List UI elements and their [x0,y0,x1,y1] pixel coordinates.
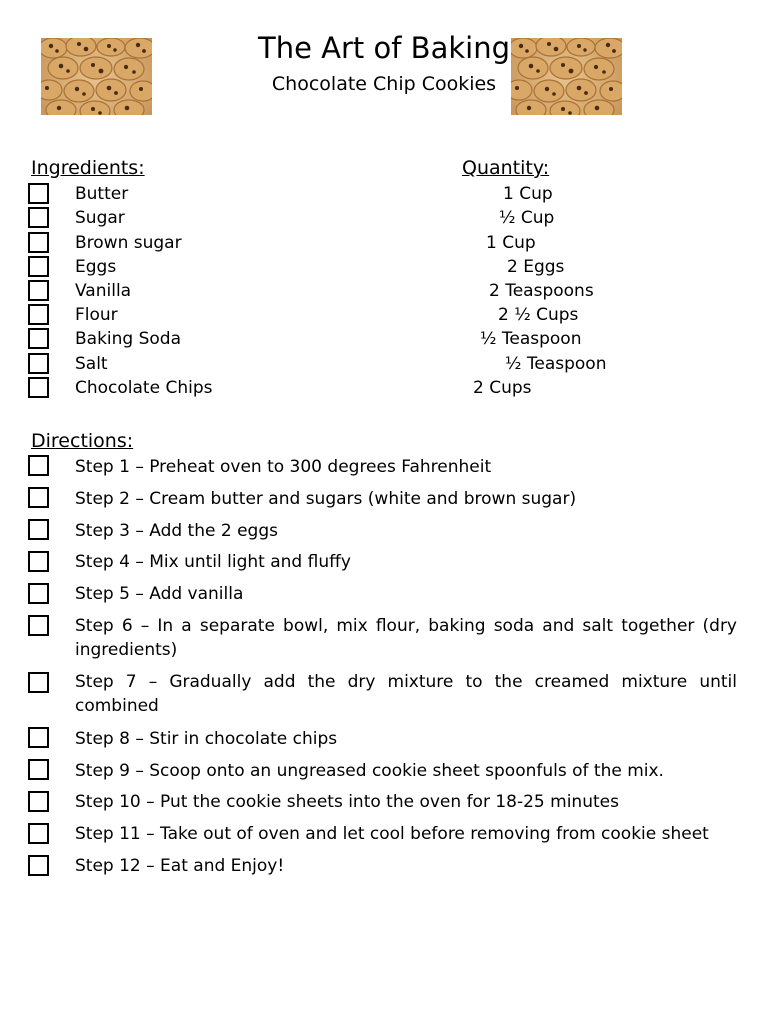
ingredient-quantity: ½ Teaspoon [505,354,607,374]
ingredient-quantity: 2 Cups [473,378,532,398]
ingredient-quantity: 2 ½ Cups [498,305,579,325]
ingredient-checkbox-flour[interactable] [28,304,49,325]
page-subtitle: Chocolate Chip Cookies [271,73,497,95]
ingredient-name: Eggs [75,257,117,277]
page-title: The Art of Baking [258,31,510,65]
step-text: Step 2 – Cream butter and sugars (white and brown sugar) [75,489,577,509]
ingredients-heading: Ingredients: [31,157,145,179]
step-checkbox-3[interactable] [28,519,49,540]
ingredient-name: Vanilla [75,281,132,301]
step-text: Step 7 – Gradually add the dry mixture to the creamed mixture until combined [75,672,737,716]
ingredient-quantity: 1 Cup [486,233,536,253]
step-checkbox-7[interactable] [28,672,49,693]
step-checkbox-1[interactable] [28,455,49,476]
ingredient-name: Brown sugar [75,233,182,253]
step-text: Step 5 – Add vanilla [75,584,244,604]
ingredient-quantity: 2 Eggs [507,257,565,277]
step-checkbox-5[interactable] [28,583,49,604]
ingredient-quantity: ½ Teaspoon [480,329,582,349]
step-text: Step 11 – Take out of oven and let cool before removing from cookie sheet [75,824,709,844]
ingredient-name: Baking Soda [75,329,182,349]
ingredient-quantity: ½ Cup [499,208,555,228]
ingredient-checkbox-brown-sugar[interactable] [28,232,49,253]
step-checkbox-6[interactable] [28,615,49,636]
ingredient-checkbox-salt[interactable] [28,353,49,374]
ingredient-name: Sugar [75,208,125,228]
step-text: Step 1 – Preheat oven to 300 degrees Fahrenheit [75,457,492,477]
ingredient-checkbox-vanilla[interactable] [28,280,49,301]
quantity-heading: Quantity: [462,157,550,179]
ingredient-name: Flour [75,305,118,325]
step-text: Step 8 – Stir in chocolate chips [75,729,338,749]
step-checkbox-12[interactable] [28,855,49,876]
step-text: Step 4 – Mix until light and fluffy [75,552,351,572]
ingredient-name: Salt [75,354,108,374]
step-checkbox-8[interactable] [28,727,49,748]
ingredient-checkbox-chocolate-chips[interactable] [28,377,49,398]
step-checkbox-2[interactable] [28,487,49,508]
ingredient-name: Butter [75,184,129,204]
ingredient-quantity: 1 Cup [503,184,553,204]
step-checkbox-9[interactable] [28,759,49,780]
step-text: Step 10 – Put the cookie sheets into the oven for 18-25 minutes [75,792,619,812]
ingredient-checkbox-butter[interactable] [28,183,49,204]
step-checkbox-10[interactable] [28,791,49,812]
ingredient-name: Chocolate Chips [75,378,213,398]
step-checkbox-4[interactable] [28,551,49,572]
step-text: Step 9 – Scoop onto an ungreased cookie sheet spoonfuls of the mix. [75,761,664,781]
step-checkbox-11[interactable] [28,823,49,844]
directions-heading: Directions: [31,430,134,452]
ingredient-quantity: 2 Teaspoons [489,281,594,301]
step-text: Step 3 – Add the 2 eggs [75,521,278,541]
step-text: Step 12 – Eat and Enjoy! [75,856,285,876]
ingredient-checkbox-sugar[interactable] [28,207,49,228]
step-text: Step 6 – In a separate bowl, mix flour, baking soda and salt together (dry ingredients) [75,616,737,660]
ingredient-checkbox-baking-soda[interactable] [28,328,49,349]
ingredient-checkbox-eggs[interactable] [28,256,49,277]
